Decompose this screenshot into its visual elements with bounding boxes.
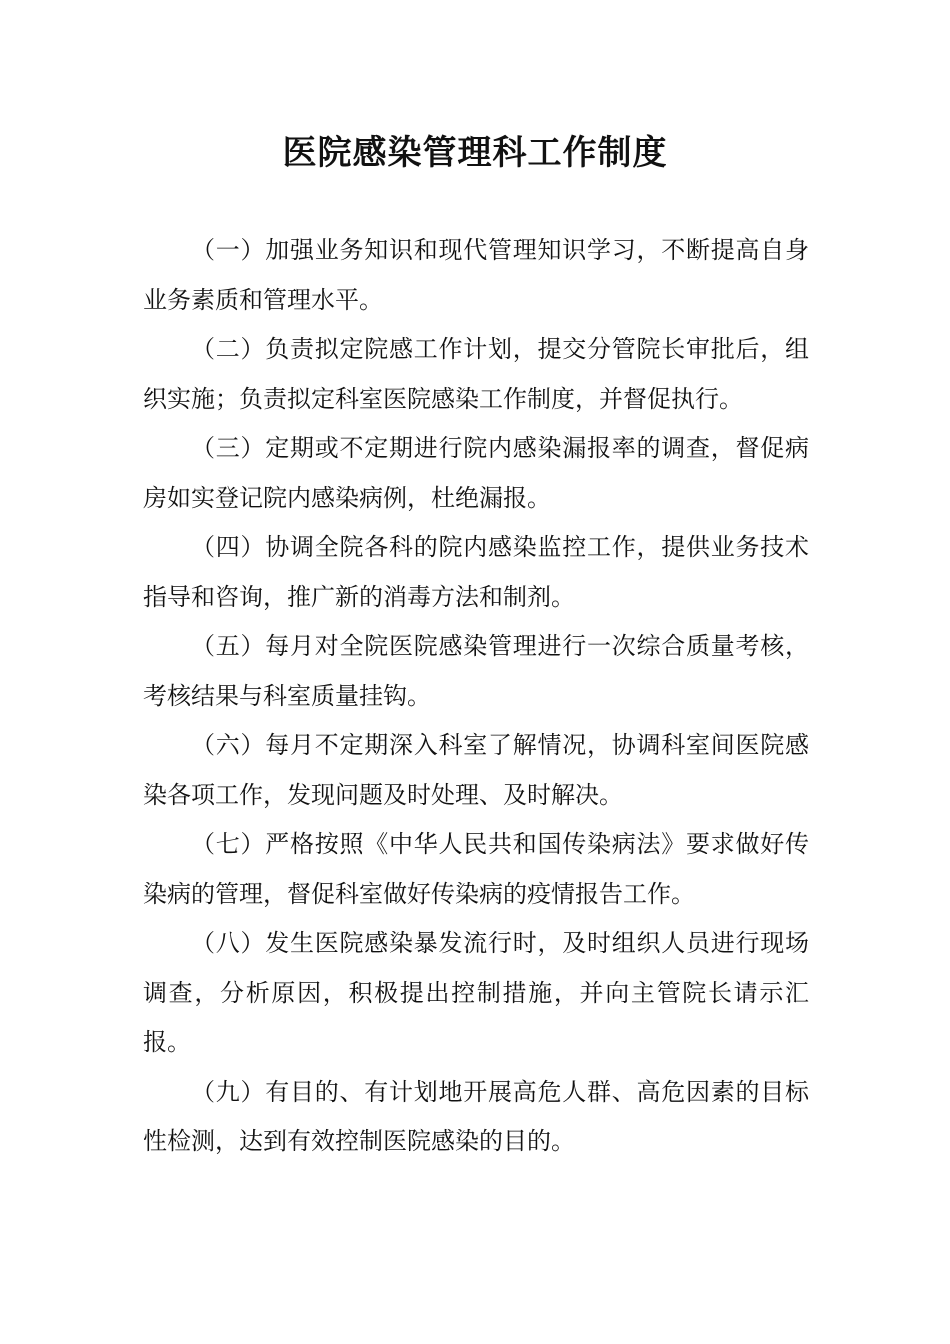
document-title: 医院感染管理科工作制度 xyxy=(282,133,668,173)
paragraph-6: （六）每月不定期深入科室了解情况，协调科室间医院感染各项工作，发现问题及时处理、及时解决。 xyxy=(143,731,809,809)
paragraph-3: （三）定期或不定期进行院内感染漏报率的调查，督促病房如实登记院内感染病例，杜绝漏报。 xyxy=(143,434,809,512)
paragraph-1: （一）加强业务知识和现代管理知识学习，不断提高自身业务素质和管理水平。 xyxy=(143,236,809,314)
paragraph-9: （九）有目的、有计划地开展高危人群、高危因素的目标性检测，达到有效控制医院感染的目的。 xyxy=(143,1077,809,1155)
paragraph-4: （四）协调全院各科的院内感染监控工作，提供业务技术指导和咨询，推广新的消毒方法和制剂。 xyxy=(143,533,809,611)
paragraph-5: （五）每月对全院医院感染管理进行一次综合质量考核，考核结果与科室质量挂钩。 xyxy=(143,632,809,710)
document-body xyxy=(143,226,809,1167)
paragraph-2: （二）负责拟定院感工作计划，提交分管院长审批后，组织实施；负责拟定科室医院感染工作制度，并督促执行。 xyxy=(143,335,809,413)
paragraph-8: （八）发生医院感染暴发流行时，及时组织人员进行现场调查，分析原因，积极提出控制措施，并向主管院长请示汇报。 xyxy=(143,929,809,1056)
paragraph-7: （七）严格按照《中华人民共和国传染病法》要求做好传染病的管理，督促科室做好传染病的疫情报告工作。 xyxy=(143,830,809,908)
